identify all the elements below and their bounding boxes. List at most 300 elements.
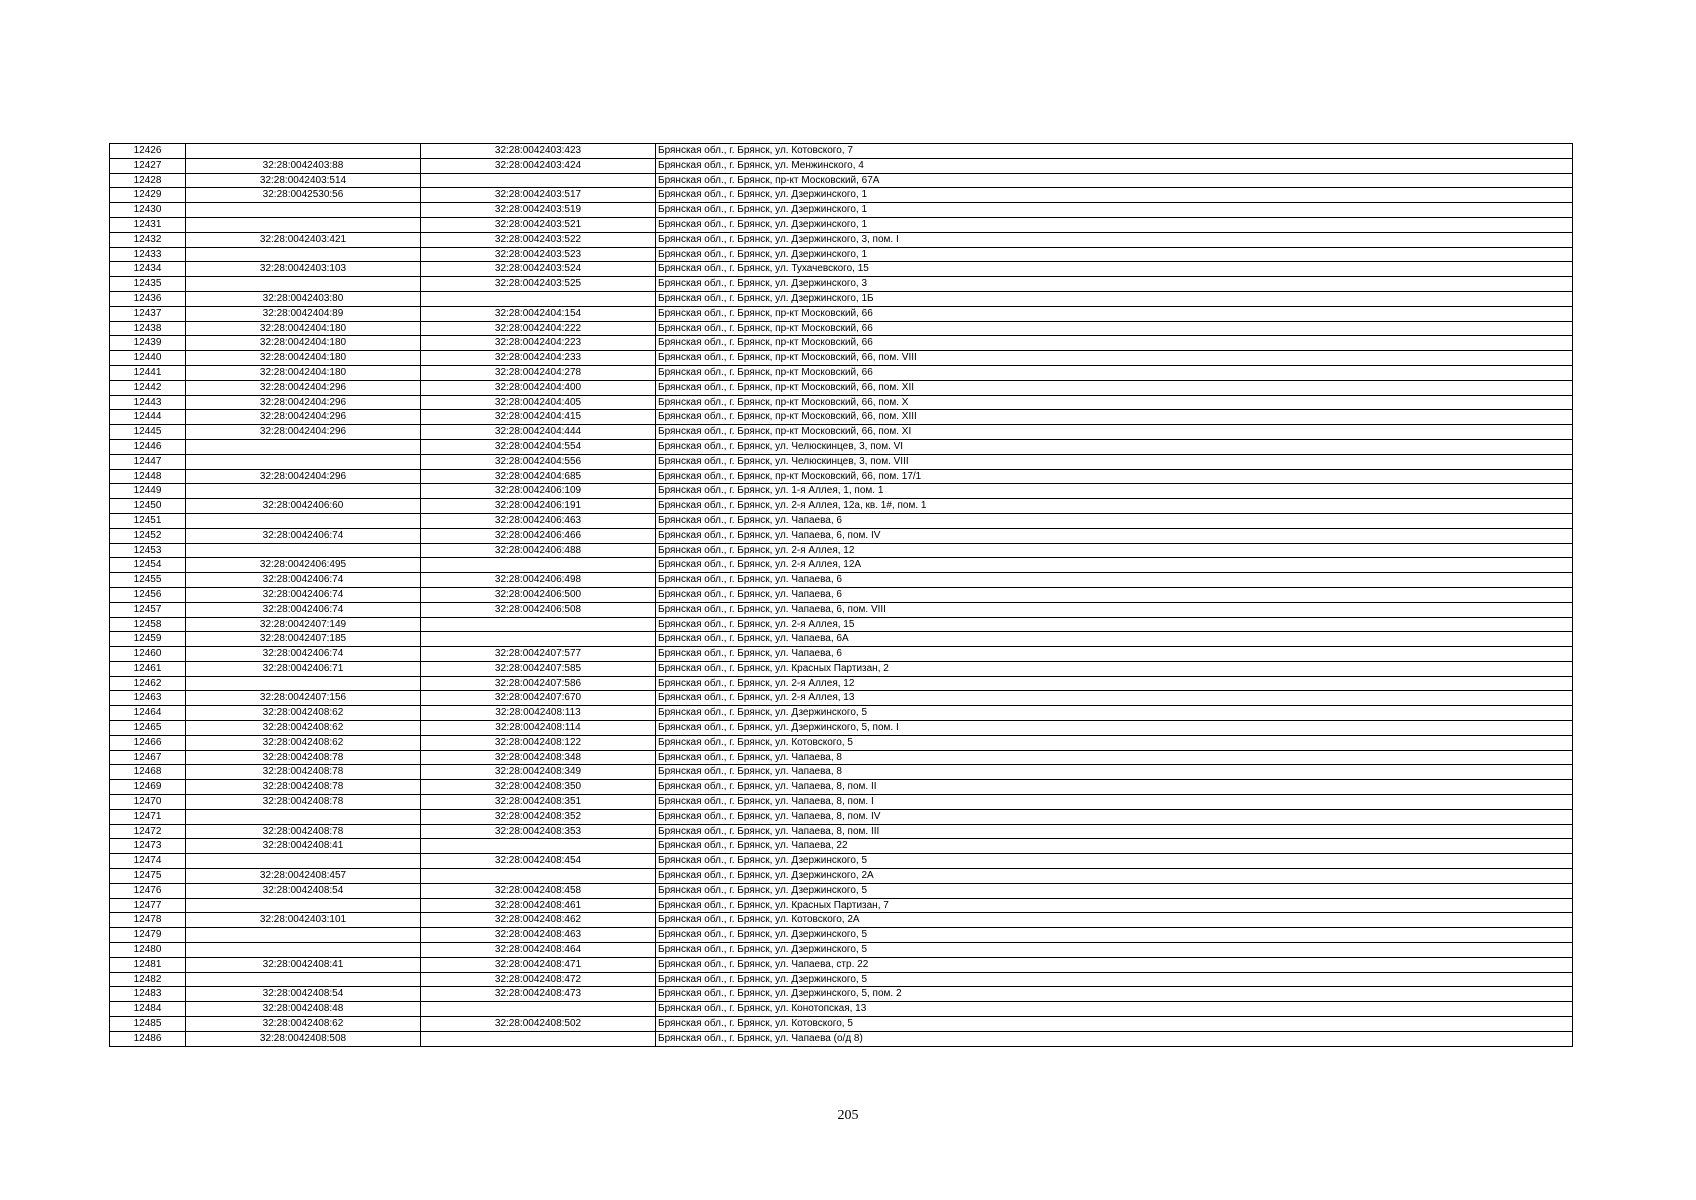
row-number-cell: 12464 <box>110 706 186 721</box>
address-cell: Брянская обл., г. Брянск, ул. Чапаева (о/д 8) <box>656 1031 1573 1046</box>
row-number-cell: 12430 <box>110 203 186 218</box>
cadastral-number-2-cell: 32:28:0042407:585 <box>421 661 656 676</box>
row-number-cell: 12471 <box>110 809 186 824</box>
cadastral-number-2-cell: 32:28:0042403:423 <box>421 144 656 159</box>
cadastral-number-2-cell: 32:28:0042404:556 <box>421 454 656 469</box>
row-number-cell: 12435 <box>110 277 186 292</box>
row-number-cell: 12448 <box>110 469 186 484</box>
cadastral-number-1-cell: 32:28:0042408:62 <box>186 721 421 736</box>
table-body <box>110 144 1573 1047</box>
row-number-cell: 12432 <box>110 232 186 247</box>
table-row <box>110 928 1573 943</box>
address-cell: Брянская обл., г. Брянск, пр-кт Московский, 66 <box>656 321 1573 336</box>
row-number-cell: 12459 <box>110 632 186 647</box>
address-cell: Брянская обл., г. Брянск, пр-кт Московский, 66 <box>656 336 1573 351</box>
cadastral-number-2-cell: 32:28:0042408:350 <box>421 780 656 795</box>
cadastral-number-2-cell: 32:28:0042407:586 <box>421 676 656 691</box>
table-row <box>110 898 1573 913</box>
cadastral-number-1-cell: 32:28:0042403:421 <box>186 232 421 247</box>
address-cell: Брянская обл., г. Брянск, ул. Котовского, 5 <box>656 1017 1573 1032</box>
address-cell: Брянская обл., г. Брянск, пр-кт Московский, 66, пом. XIII <box>656 410 1573 425</box>
cadastral-number-1-cell <box>186 943 421 958</box>
row-number-cell: 12427 <box>110 158 186 173</box>
table-row <box>110 883 1573 898</box>
address-cell: Брянская обл., г. Брянск, пр-кт Московский, 66, пом. X <box>656 395 1573 410</box>
cadastral-number-1-cell: 32:28:0042404:296 <box>186 380 421 395</box>
row-number-cell: 12461 <box>110 661 186 676</box>
row-number-cell: 12443 <box>110 395 186 410</box>
table-row <box>110 809 1573 824</box>
cadastral-number-1-cell: 32:28:0042403:103 <box>186 262 421 277</box>
cadastral-number-1-cell: 32:28:0042404:180 <box>186 321 421 336</box>
cadastral-number-1-cell <box>186 543 421 558</box>
row-number-cell: 12434 <box>110 262 186 277</box>
row-number-cell: 12449 <box>110 484 186 499</box>
cadastral-number-2-cell: 32:28:0042408:471 <box>421 957 656 972</box>
cadastral-number-2-cell: 32:28:0042404:222 <box>421 321 656 336</box>
cadastral-number-2-cell: 32:28:0042408:351 <box>421 795 656 810</box>
address-cell: Брянская обл., г. Брянск, ул. Чапаева, 8, пом. II <box>656 780 1573 795</box>
cadastral-number-2-cell: 32:28:0042407:577 <box>421 647 656 662</box>
row-number-cell: 12453 <box>110 543 186 558</box>
cadastral-number-1-cell <box>186 972 421 987</box>
address-cell: Брянская обл., г. Брянск, ул. Красных Партизан, 7 <box>656 898 1573 913</box>
cadastral-number-2-cell: 32:28:0042408:348 <box>421 750 656 765</box>
cadastral-number-2-cell: 32:28:0042404:233 <box>421 351 656 366</box>
row-number-cell: 12465 <box>110 721 186 736</box>
cadastral-number-2-cell: 32:28:0042408:461 <box>421 898 656 913</box>
cadastral-number-2-cell: 32:28:0042403:522 <box>421 232 656 247</box>
address-cell: Брянская обл., г. Брянск, ул. 1-я Аллея, 1, пом. 1 <box>656 484 1573 499</box>
cadastral-number-1-cell: 32:28:0042403:80 <box>186 291 421 306</box>
row-number-cell: 12456 <box>110 587 186 602</box>
address-cell: Брянская обл., г. Брянск, ул. Дзержинского, 3, пом. I <box>656 232 1573 247</box>
cadastral-number-2-cell: 32:28:0042403:519 <box>421 203 656 218</box>
table-row <box>110 780 1573 795</box>
row-number-cell: 12454 <box>110 558 186 573</box>
cadastral-number-2-cell: 32:28:0042404:278 <box>421 365 656 380</box>
address-cell: Брянская обл., г. Брянск, ул. Дзержинского, 5 <box>656 943 1573 958</box>
address-cell: Брянская обл., г. Брянск, ул. Котовского, 7 <box>656 144 1573 159</box>
cadastral-number-2-cell: 32:28:0042408:353 <box>421 824 656 839</box>
row-number-cell: 12476 <box>110 883 186 898</box>
table-row <box>110 365 1573 380</box>
cadastral-number-2-cell <box>421 173 656 188</box>
address-cell: Брянская обл., г. Брянск, ул. Дзержинского, 1Б <box>656 291 1573 306</box>
row-number-cell: 12439 <box>110 336 186 351</box>
cadastral-number-1-cell: 32:28:0042408:41 <box>186 957 421 972</box>
row-number-cell: 12431 <box>110 217 186 232</box>
table-row <box>110 617 1573 632</box>
table-row <box>110 943 1573 958</box>
cadastral-number-1-cell <box>186 928 421 943</box>
cadastral-number-2-cell: 32:28:0042408:473 <box>421 987 656 1002</box>
address-cell: Брянская обл., г. Брянск, ул. Котовского, 5 <box>656 735 1573 750</box>
cadastral-number-2-cell <box>421 1031 656 1046</box>
cadastral-number-2-cell: 32:28:0042406:191 <box>421 499 656 514</box>
cadastral-number-1-cell: 32:28:0042403:101 <box>186 913 421 928</box>
cadastral-number-1-cell <box>186 247 421 262</box>
address-cell: Брянская обл., г. Брянск, ул. Дзержинского, 2А <box>656 869 1573 884</box>
cadastral-number-1-cell: 32:28:0042408:62 <box>186 735 421 750</box>
table-row <box>110 306 1573 321</box>
address-cell: Брянская обл., г. Брянск, ул. Челюскинцев, 3, пом. VIII <box>656 454 1573 469</box>
cadastral-number-1-cell <box>186 513 421 528</box>
cadastral-number-2-cell: 32:28:0042408:462 <box>421 913 656 928</box>
address-cell: Брянская обл., г. Брянск, ул. Дзержинского, 5, пом. 2 <box>656 987 1573 1002</box>
row-number-cell: 12477 <box>110 898 186 913</box>
table-row <box>110 158 1573 173</box>
row-number-cell: 12451 <box>110 513 186 528</box>
row-number-cell: 12485 <box>110 1017 186 1032</box>
row-number-cell: 12428 <box>110 173 186 188</box>
address-cell: Брянская обл., г. Брянск, ул. Дзержинского, 5 <box>656 854 1573 869</box>
cadastral-number-2-cell <box>421 291 656 306</box>
row-number-cell: 12475 <box>110 869 186 884</box>
cadastral-number-1-cell: 32:28:0042408:54 <box>186 987 421 1002</box>
address-cell: Брянская обл., г. Брянск, ул. Дзержинского, 5, пом. I <box>656 721 1573 736</box>
cadastral-number-1-cell: 32:28:0042406:60 <box>186 499 421 514</box>
table-row <box>110 854 1573 869</box>
cadastral-number-1-cell: 32:28:0042407:149 <box>186 617 421 632</box>
address-cell: Брянская обл., г. Брянск, ул. Чапаева, стр. 22 <box>656 957 1573 972</box>
cadastral-number-2-cell: 32:28:0042406:466 <box>421 528 656 543</box>
cadastral-number-2-cell: 32:28:0042403:525 <box>421 277 656 292</box>
cadastral-number-2-cell <box>421 632 656 647</box>
cadastral-number-1-cell: 32:28:0042404:296 <box>186 469 421 484</box>
row-number-cell: 12470 <box>110 795 186 810</box>
cadastral-number-1-cell: 32:28:0042403:514 <box>186 173 421 188</box>
cadastral-number-2-cell: 32:28:0042404:685 <box>421 469 656 484</box>
table-row <box>110 602 1573 617</box>
table-row <box>110 188 1573 203</box>
row-number-cell: 12426 <box>110 144 186 159</box>
table-row <box>110 543 1573 558</box>
cadastral-number-2-cell: 32:28:0042408:122 <box>421 735 656 750</box>
cadastral-number-2-cell: 32:28:0042403:424 <box>421 158 656 173</box>
address-cell: Брянская обл., г. Брянск, ул. 2-я Аллея, 12а, кв. 1#, пом. 1 <box>656 499 1573 514</box>
table-row <box>110 144 1573 159</box>
row-number-cell: 12478 <box>110 913 186 928</box>
table-row <box>110 558 1573 573</box>
address-cell: Брянская обл., г. Брянск, ул. Чапаева, 6 <box>656 513 1573 528</box>
table-row <box>110 839 1573 854</box>
cadastral-number-1-cell <box>186 898 421 913</box>
cadastral-number-1-cell: 32:28:0042404:296 <box>186 425 421 440</box>
table-row <box>110 795 1573 810</box>
row-number-cell: 12445 <box>110 425 186 440</box>
table-row <box>110 869 1573 884</box>
address-cell: Брянская обл., г. Брянск, ул. Дзержинского, 1 <box>656 203 1573 218</box>
table-row <box>110 735 1573 750</box>
row-number-cell: 12484 <box>110 1002 186 1017</box>
table-row <box>110 410 1573 425</box>
table-row <box>110 1017 1573 1032</box>
table-row <box>110 972 1573 987</box>
cadastral-number-1-cell: 32:28:0042404:296 <box>186 410 421 425</box>
cadastral-number-1-cell: 32:28:0042408:48 <box>186 1002 421 1017</box>
cadastral-number-2-cell: 32:28:0042408:472 <box>421 972 656 987</box>
table-row <box>110 454 1573 469</box>
table-row <box>110 528 1573 543</box>
cadastral-number-2-cell: 32:28:0042408:349 <box>421 765 656 780</box>
cadastral-number-1-cell: 32:28:0042408:78 <box>186 765 421 780</box>
cadastral-number-1-cell <box>186 676 421 691</box>
address-cell: Брянская обл., г. Брянск, ул. Чапаева, 22 <box>656 839 1573 854</box>
cadastral-number-2-cell <box>421 839 656 854</box>
address-cell: Брянская обл., г. Брянск, ул. Дзержинского, 5 <box>656 928 1573 943</box>
cadastral-number-1-cell: 32:28:0042408:78 <box>186 824 421 839</box>
table-row <box>110 173 1573 188</box>
cadastral-number-1-cell: 32:28:0042408:62 <box>186 706 421 721</box>
cadastral-number-2-cell: 32:28:0042403:521 <box>421 217 656 232</box>
cadastral-number-2-cell: 32:28:0042406:508 <box>421 602 656 617</box>
cadastral-number-2-cell: 32:28:0042404:223 <box>421 336 656 351</box>
cadastral-number-1-cell: 32:28:0042406:74 <box>186 587 421 602</box>
address-cell: Брянская обл., г. Брянск, пр-кт Московский, 66 <box>656 365 1573 380</box>
cadastral-number-2-cell: 32:28:0042408:352 <box>421 809 656 824</box>
address-cell: Брянская обл., г. Брянск, ул. Менжинского, 4 <box>656 158 1573 173</box>
cadastral-number-2-cell: 32:28:0042406:500 <box>421 587 656 602</box>
row-number-cell: 12429 <box>110 188 186 203</box>
cadastral-number-2-cell: 32:28:0042406:463 <box>421 513 656 528</box>
address-cell: Брянская обл., г. Брянск, пр-кт Московский, 66, пом. VIII <box>656 351 1573 366</box>
cadastral-number-1-cell: 32:28:0042408:78 <box>186 750 421 765</box>
cadastral-number-2-cell <box>421 869 656 884</box>
cadastral-number-1-cell: 32:28:0042403:88 <box>186 158 421 173</box>
row-number-cell: 12450 <box>110 499 186 514</box>
row-number-cell: 12474 <box>110 854 186 869</box>
cadastral-number-1-cell: 32:28:0042404:180 <box>186 336 421 351</box>
cadastral-number-1-cell <box>186 277 421 292</box>
cadastral-number-1-cell: 32:28:0042406:495 <box>186 558 421 573</box>
address-cell: Брянская обл., г. Брянск, ул. Дзержинского, 5 <box>656 972 1573 987</box>
row-number-cell: 12436 <box>110 291 186 306</box>
address-cell: Брянская обл., г. Брянск, ул. Дзержинского, 5 <box>656 883 1573 898</box>
cadastral-number-2-cell: 32:28:0042403:523 <box>421 247 656 262</box>
cadastral-number-2-cell: 32:28:0042403:524 <box>421 262 656 277</box>
address-cell: Брянская обл., г. Брянск, ул. 2-я Аллея, 12 <box>656 676 1573 691</box>
row-number-cell: 12457 <box>110 602 186 617</box>
table-row <box>110 913 1573 928</box>
cadastral-number-2-cell <box>421 558 656 573</box>
row-number-cell: 12486 <box>110 1031 186 1046</box>
address-cell: Брянская обл., г. Брянск, ул. 2-я Аллея, 12 <box>656 543 1573 558</box>
address-cell: Брянская обл., г. Брянск, ул. Котовского, 2А <box>656 913 1573 928</box>
row-number-cell: 12463 <box>110 691 186 706</box>
cadastral-number-2-cell: 32:28:0042408:464 <box>421 943 656 958</box>
table-row <box>110 336 1573 351</box>
address-cell: Брянская обл., г. Брянск, ул. 2-я Аллея, 13 <box>656 691 1573 706</box>
cadastral-number-2-cell: 32:28:0042406:109 <box>421 484 656 499</box>
cadastral-number-2-cell: 32:28:0042404:415 <box>421 410 656 425</box>
cadastral-number-1-cell: 32:28:0042408:54 <box>186 883 421 898</box>
table-row <box>110 380 1573 395</box>
table-row <box>110 987 1573 1002</box>
cadastral-number-2-cell: 32:28:0042408:454 <box>421 854 656 869</box>
cadastral-number-1-cell: 32:28:0042404:296 <box>186 395 421 410</box>
address-cell: Брянская обл., г. Брянск, пр-кт Московский, 66, пом. XI <box>656 425 1573 440</box>
address-cell: Брянская обл., г. Брянск, ул. Чапаева, 6 <box>656 647 1573 662</box>
cadastral-number-1-cell <box>186 203 421 218</box>
page-number: 205 <box>837 1108 859 1123</box>
cadastral-number-1-cell <box>186 809 421 824</box>
address-cell: Брянская обл., г. Брянск, ул. Дзержинского, 1 <box>656 188 1573 203</box>
address-cell: Брянская обл., г. Брянск, ул. 2-я Аллея, 12А <box>656 558 1573 573</box>
cadastral-number-2-cell: 32:28:0042404:154 <box>421 306 656 321</box>
row-number-cell: 12483 <box>110 987 186 1002</box>
row-number-cell: 12444 <box>110 410 186 425</box>
row-number-cell: 12440 <box>110 351 186 366</box>
cadastral-number-2-cell: 32:28:0042408:114 <box>421 721 656 736</box>
cadastral-number-2-cell: 32:28:0042408:113 <box>421 706 656 721</box>
cadastral-number-2-cell: 32:28:0042406:498 <box>421 573 656 588</box>
cadastral-number-1-cell: 32:28:0042408:78 <box>186 780 421 795</box>
address-cell: Брянская обл., г. Брянск, ул. Чапаева, 8 <box>656 750 1573 765</box>
cadastral-number-1-cell: 32:28:0042404:180 <box>186 365 421 380</box>
cadastral-number-2-cell: 32:28:0042404:400 <box>421 380 656 395</box>
cadastral-number-2-cell: 32:28:0042408:458 <box>421 883 656 898</box>
table-row <box>110 721 1573 736</box>
table-row <box>110 676 1573 691</box>
address-cell: Брянская обл., г. Брянск, ул. Тухачевского, 15 <box>656 262 1573 277</box>
cadastral-number-1-cell: 32:28:0042406:74 <box>186 602 421 617</box>
table-row <box>110 484 1573 499</box>
table-row <box>110 395 1573 410</box>
table-row <box>110 499 1573 514</box>
address-cell: Брянская обл., г. Брянск, ул. Красных Партизан, 2 <box>656 661 1573 676</box>
table-row <box>110 632 1573 647</box>
address-cell: Брянская обл., г. Брянск, пр-кт Московский, 66, пом. XII <box>656 380 1573 395</box>
address-cell: Брянская обл., г. Брянск, ул. 2-я Аллея, 15 <box>656 617 1573 632</box>
table-row <box>110 691 1573 706</box>
cadastral-number-1-cell: 32:28:0042406:74 <box>186 573 421 588</box>
table-row <box>110 232 1573 247</box>
row-number-cell: 12482 <box>110 972 186 987</box>
cadastral-number-1-cell: 32:28:0042407:185 <box>186 632 421 647</box>
row-number-cell: 12442 <box>110 380 186 395</box>
row-number-cell: 12460 <box>110 647 186 662</box>
cadastral-number-1-cell: 32:28:0042404:180 <box>186 351 421 366</box>
table-row <box>110 321 1573 336</box>
cadastral-number-2-cell: 32:28:0042408:502 <box>421 1017 656 1032</box>
cadastral-number-1-cell <box>186 854 421 869</box>
row-number-cell: 12433 <box>110 247 186 262</box>
table-row <box>110 661 1573 676</box>
cadastral-number-2-cell: 32:28:0042404:444 <box>421 425 656 440</box>
address-cell: Брянская обл., г. Брянск, ул. Дзержинского, 3 <box>656 277 1573 292</box>
table-row <box>110 706 1573 721</box>
cadastral-number-1-cell: 32:28:0042408:508 <box>186 1031 421 1046</box>
cadastral-number-2-cell: 32:28:0042403:517 <box>421 188 656 203</box>
address-cell: Брянская обл., г. Брянск, ул. Чапаева, 8, пом. IV <box>656 809 1573 824</box>
row-number-cell: 12438 <box>110 321 186 336</box>
table-row <box>110 750 1573 765</box>
cadastral-number-1-cell <box>186 217 421 232</box>
address-cell: Брянская обл., г. Брянск, ул. Дзержинского, 1 <box>656 247 1573 262</box>
cadastral-number-2-cell: 32:28:0042404:405 <box>421 395 656 410</box>
cadastral-number-2-cell: 32:28:0042408:463 <box>421 928 656 943</box>
table-row <box>110 824 1573 839</box>
cadastral-number-1-cell: 32:28:0042408:62 <box>186 1017 421 1032</box>
address-cell: Брянская обл., г. Брянск, ул. Чапаева, 8, пом. I <box>656 795 1573 810</box>
row-number-cell: 12441 <box>110 365 186 380</box>
cadastral-number-1-cell: 32:28:0042406:74 <box>186 647 421 662</box>
row-number-cell: 12452 <box>110 528 186 543</box>
cadastral-table <box>109 143 1573 1047</box>
address-cell: Брянская обл., г. Брянск, ул. Чапаева, 6 <box>656 573 1573 588</box>
row-number-cell: 12462 <box>110 676 186 691</box>
table-row <box>110 291 1573 306</box>
table-row <box>110 469 1573 484</box>
table-row <box>110 1002 1573 1017</box>
table-row <box>110 439 1573 454</box>
cadastral-number-1-cell <box>186 144 421 159</box>
cadastral-number-1-cell: 32:28:0042406:74 <box>186 528 421 543</box>
cadastral-number-1-cell: 32:28:0042404:89 <box>186 306 421 321</box>
table-row <box>110 203 1573 218</box>
address-cell: Брянская обл., г. Брянск, ул. Чапаева, 8, пом. III <box>656 824 1573 839</box>
cadastral-number-1-cell: 32:28:0042408:41 <box>186 839 421 854</box>
cadastral-number-1-cell <box>186 484 421 499</box>
address-cell: Брянская обл., г. Брянск, ул. Чапаева, 6, пом. VIII <box>656 602 1573 617</box>
cadastral-number-1-cell: 32:28:0042530:56 <box>186 188 421 203</box>
cadastral-number-2-cell: 32:28:0042407:670 <box>421 691 656 706</box>
table-row <box>110 247 1573 262</box>
address-cell: Брянская обл., г. Брянск, пр-кт Московский, 66, пом. 17/1 <box>656 469 1573 484</box>
table-row <box>110 425 1573 440</box>
cadastral-number-1-cell <box>186 439 421 454</box>
table-row <box>110 957 1573 972</box>
cadastral-number-1-cell: 32:28:0042406:71 <box>186 661 421 676</box>
table-row <box>110 587 1573 602</box>
row-number-cell: 12455 <box>110 573 186 588</box>
row-number-cell: 12437 <box>110 306 186 321</box>
row-number-cell: 12446 <box>110 439 186 454</box>
cadastral-number-2-cell: 32:28:0042404:554 <box>421 439 656 454</box>
cadastral-number-2-cell: 32:28:0042406:488 <box>421 543 656 558</box>
address-cell: Брянская обл., г. Брянск, ул. Чапаева, 6, пом. IV <box>656 528 1573 543</box>
address-cell: Брянская обл., г. Брянск, пр-кт Московский, 67А <box>656 173 1573 188</box>
cadastral-number-1-cell: 32:28:0042408:78 <box>186 795 421 810</box>
cadastral-number-1-cell: 32:28:0042408:457 <box>186 869 421 884</box>
cadastral-number-1-cell <box>186 454 421 469</box>
row-number-cell: 12458 <box>110 617 186 632</box>
table-row <box>110 277 1573 292</box>
row-number-cell: 12481 <box>110 957 186 972</box>
row-number-cell: 12479 <box>110 928 186 943</box>
address-cell: Брянская обл., г. Брянск, ул. Челюскинцев, 3, пом. VI <box>656 439 1573 454</box>
row-number-cell: 12469 <box>110 780 186 795</box>
address-cell: Брянская обл., г. Брянск, ул. Дзержинского, 1 <box>656 217 1573 232</box>
address-cell: Брянская обл., г. Брянск, ул. Чапаева, 6 <box>656 587 1573 602</box>
table-row <box>110 217 1573 232</box>
row-number-cell: 12466 <box>110 735 186 750</box>
table-row <box>110 765 1573 780</box>
row-number-cell: 12472 <box>110 824 186 839</box>
address-cell: Брянская обл., г. Брянск, ул. Конотопская, 13 <box>656 1002 1573 1017</box>
address-cell: Брянская обл., г. Брянск, ул. Чапаева, 8 <box>656 765 1573 780</box>
row-number-cell: 12480 <box>110 943 186 958</box>
row-number-cell: 12467 <box>110 750 186 765</box>
table-row <box>110 1031 1573 1046</box>
cadastral-number-2-cell <box>421 617 656 632</box>
table-row <box>110 573 1573 588</box>
table-row <box>110 351 1573 366</box>
cadastral-number-1-cell: 32:28:0042407:156 <box>186 691 421 706</box>
table-row <box>110 647 1573 662</box>
cadastral-number-2-cell <box>421 1002 656 1017</box>
